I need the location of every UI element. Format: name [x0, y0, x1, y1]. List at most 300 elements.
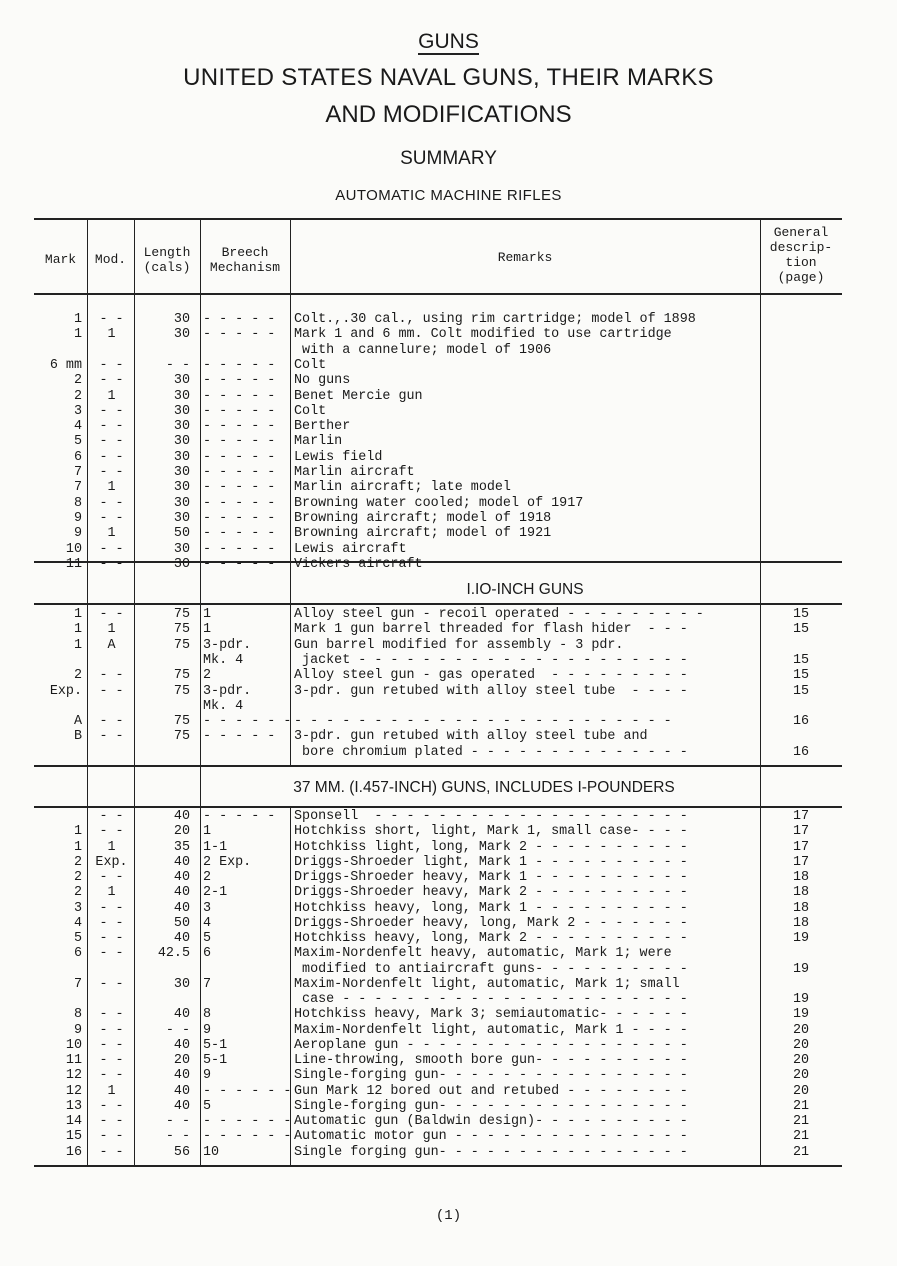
cell-page: 17: [792, 854, 810, 870]
table-row: [34, 977, 842, 992]
cell-remarks: Aeroplane gun - - - - - - - - - - - - - - - - - -: [294, 1037, 688, 1053]
cell-len: 75: [173, 683, 190, 699]
table-row: [34, 684, 842, 699]
cell-mark: 1: [73, 637, 82, 653]
cell-page: 15: [792, 668, 810, 684]
cell-remarks: No guns: [294, 373, 351, 389]
cell-len: 75: [173, 714, 190, 730]
cell-remarks: case - - - - - - - - - - - - - - - - - - - - - -: [294, 992, 688, 1007]
cell-mark: 13: [65, 1098, 82, 1114]
cell-remarks: Marlin: [294, 434, 343, 450]
cell-mark: 4: [73, 419, 82, 435]
cell-mod: - -: [99, 1007, 124, 1023]
table-row: [34, 542, 842, 557]
cell-mod: 1: [107, 388, 116, 404]
cell-len: 30: [173, 327, 190, 343]
cell-mark: B: [73, 729, 82, 745]
cell-remarks: Alloy steel gun - gas operated - - - - - - - - -: [294, 668, 688, 684]
cell-breech: - - - - -: [203, 373, 276, 389]
cell-remarks: Marlin aircraft: [294, 465, 415, 480]
cell-page: 15: [792, 622, 810, 638]
col-header-length-line1: Length: [143, 245, 191, 260]
cell-len: 40: [173, 900, 190, 916]
cell-remarks: Maxim-Nordenfelt light, automatic, Mark 1; small: [294, 976, 680, 992]
cell-len: 75: [173, 729, 190, 745]
document-title-line1: UNITED STATES NAVAL GUNS, THEIR MARKS: [183, 64, 714, 91]
section-title-110-inch: I.IO-INCH GUNS: [466, 581, 584, 598]
table-row: [34, 607, 842, 622]
cell-remarks: Colt.,.30 cal., using rim cartridge; model of 1898: [294, 312, 696, 327]
cell-remarks: Marlin aircraft; late model: [294, 480, 511, 496]
cell-remarks: Mark 1 gun barrel threaded for flash hider - - -: [294, 622, 688, 638]
cell-len: 30: [173, 465, 190, 480]
cell-breech: - - - - -: [203, 480, 276, 496]
cell-remarks: modified to antiaircraft guns- - - - - - - - - -: [294, 961, 688, 977]
cell-mod: - -: [99, 419, 124, 435]
table-row: [34, 870, 842, 885]
col-header-mod: Mod.: [94, 252, 127, 267]
cell-breech: 2-1: [203, 885, 228, 901]
cell-remarks: Hotchkiss heavy, long, Mark 1 - - - - - - - - - -: [294, 900, 688, 916]
cell-len: 40: [173, 931, 190, 946]
cell-mod: - -: [99, 1129, 124, 1145]
cell-breech: - - - - -: [203, 327, 276, 343]
cell-len: 30: [173, 495, 190, 511]
cell-mod: - -: [99, 976, 124, 992]
cell-page: 18: [792, 900, 810, 916]
cell-remarks: Hotchkiss heavy, long, Mark 2 - - - - - - - - - -: [294, 931, 688, 946]
cell-remarks: 3-pdr. gun retubed with alloy steel tube - - - -: [294, 683, 688, 699]
cell-breech: 9: [203, 1068, 212, 1084]
cell-remarks: Gun Mark 12 bored out and retubed - - - - - - - -: [294, 1083, 688, 1099]
cell-mark: 12: [65, 1068, 82, 1084]
table-row: [34, 327, 842, 342]
cell-page: 20: [792, 1083, 810, 1099]
cell-breech: 2: [203, 668, 212, 684]
cell-len: 30: [173, 312, 190, 327]
cell-remarks: Lewis aircraft: [294, 541, 407, 557]
cell-mark: 9: [73, 526, 82, 542]
cell-mark: 2: [73, 870, 82, 885]
col-header-page: [760, 225, 842, 285]
table-row: [34, 1038, 842, 1053]
cell-page: 18: [792, 915, 810, 931]
cell-breech: - - - - -: [203, 556, 276, 572]
cell-len: 50: [173, 915, 190, 931]
cell-page: 17: [792, 824, 810, 840]
cell-mod: - -: [99, 434, 124, 450]
cell-len: 30: [173, 510, 190, 526]
table-row: [34, 1129, 842, 1144]
table-row: [34, 511, 842, 526]
cell-len: 75: [173, 622, 190, 638]
cell-breech: - - - - - -: [203, 1083, 292, 1099]
col-header-page-line4: (page): [777, 270, 825, 285]
cell-remarks: Single-forging gun- - - - - - - - - - - - - - - -: [294, 1068, 688, 1084]
cell-mark: 16: [65, 1144, 82, 1160]
cell-mark: 5: [73, 434, 82, 450]
cell-len: 75: [173, 637, 190, 653]
cell-breech: - - - - -: [203, 526, 276, 542]
cell-len: 40: [173, 1098, 190, 1114]
cell-remarks: with a cannelure; model of 1906: [294, 342, 552, 358]
cell-mark: 1: [73, 824, 82, 840]
cell-remarks: Automatic motor gun - - - - - - - - - - - - - - -: [294, 1129, 688, 1145]
cell-remarks: Benet Mercie gun: [294, 388, 423, 404]
cell-breech: Mk. 4: [203, 652, 244, 668]
cell-breech: 9: [203, 1022, 212, 1038]
cell-mod: - -: [99, 541, 124, 557]
cell-breech: - - - - -: [203, 312, 276, 327]
cell-breech: 4: [203, 915, 212, 931]
cell-remarks: Hotchkiss light, long, Mark 2 - - - - - - - - - -: [294, 839, 688, 855]
table-row: [34, 1007, 842, 1022]
cell-len: 20: [173, 1053, 190, 1068]
cell-breech: - - - - -: [203, 809, 276, 824]
cell-len: 30: [173, 541, 190, 557]
table-row: [34, 714, 842, 729]
cell-mark: 5: [73, 931, 82, 946]
cell-page: 19: [792, 961, 810, 977]
cell-remarks: Single-forging gun- - - - - - - - - - - - - - - -: [294, 1098, 688, 1114]
cell-mark: 2: [73, 668, 82, 684]
table-row: [34, 946, 842, 961]
cell-page: 16: [792, 744, 810, 760]
cell-mod: - -: [99, 465, 124, 480]
col-header-breech-line2: Mechanism: [209, 260, 281, 275]
cell-remarks: Alloy steel gun - recoil operated - - - - - - - - -: [294, 607, 704, 622]
col-header-page-line2: descrip-: [769, 240, 833, 255]
cell-mod: - -: [99, 809, 124, 824]
cell-mark: 7: [73, 465, 82, 480]
cell-breech: - - - - - -: [203, 1129, 292, 1145]
cell-breech: 5: [203, 931, 212, 946]
table-bottom-rule: [34, 1165, 842, 1167]
cell-mark: 6 mm: [49, 357, 82, 373]
table-row: [34, 1068, 842, 1083]
table-row: [34, 1053, 842, 1068]
cell-mod: - -: [99, 312, 124, 327]
table-row: [34, 809, 842, 824]
table-row: [34, 745, 842, 760]
cell-breech: 5-1: [203, 1037, 228, 1053]
cell-breech: Mk. 4: [203, 698, 244, 714]
cell-mod: - -: [99, 668, 124, 684]
summary-heading: SUMMARY: [400, 148, 497, 169]
cell-mod: - -: [99, 915, 124, 931]
table-row: [34, 526, 842, 541]
cell-mark: 2: [73, 388, 82, 404]
cell-mod: - -: [99, 946, 124, 962]
cell-remarks: Colt: [294, 403, 327, 419]
cell-mod: - -: [99, 495, 124, 511]
cell-breech: 8: [203, 1007, 212, 1023]
cell-mod: 1: [107, 885, 116, 901]
cell-mod: - -: [99, 1068, 124, 1084]
cell-len: 40: [173, 1068, 190, 1084]
cell-remarks: Mark 1 and 6 mm. Colt modified to use cartridge: [294, 327, 672, 343]
cell-breech: 5: [203, 1098, 212, 1114]
col-header-breech-line1: Breech: [221, 245, 269, 260]
cell-page: 20: [792, 1022, 810, 1038]
cell-remarks: Driggs-Shroeder heavy, Mark 1 - - - - - - - - - -: [294, 870, 688, 885]
cell-remarks: - - - - - - - - - - - - - - - - - - - - - - - -: [294, 714, 672, 730]
table-row: [34, 622, 842, 637]
cell-page: 21: [792, 1144, 810, 1160]
cell-remarks: Maxim-Nordenfelt light, automatic, Mark 1 - - - -: [294, 1022, 688, 1038]
cell-remarks: bore chromium plated - - - - - - - - - - - - - -: [294, 744, 688, 760]
table-row: [34, 1114, 842, 1129]
cell-page: 18: [792, 870, 810, 885]
cell-mod: Exp.: [95, 854, 128, 870]
cell-mod: - -: [99, 1037, 124, 1053]
cell-mark: 2: [73, 373, 82, 389]
cell-len: 30: [173, 434, 190, 450]
cell-page: 15: [792, 607, 810, 622]
cell-mark: 7: [73, 976, 82, 992]
cell-mod: - -: [99, 683, 124, 699]
table-top-rule: [34, 218, 842, 220]
cell-mark: 8: [73, 495, 82, 511]
cell-breech: 3: [203, 900, 212, 916]
header-bottom-rule: [34, 293, 842, 295]
cell-mod: - -: [99, 931, 124, 946]
cell-breech: - - - - - -: [203, 714, 292, 730]
col-header-length: [134, 245, 200, 275]
cell-remarks: Single forging gun- - - - - - - - - - - - - - - -: [294, 1144, 688, 1160]
cell-mark: 11: [65, 1053, 82, 1068]
section-subtitle: AUTOMATIC MACHINE RIFLES: [335, 187, 562, 204]
table-row: [34, 434, 842, 449]
cell-mod: - -: [99, 1098, 124, 1114]
cell-remarks: jacket - - - - - - - - - - - - - - - - - - - - -: [294, 652, 688, 668]
cell-breech: - - - - -: [203, 449, 276, 465]
cell-remarks: Gun barrel modified for assembly - 3 pdr.: [294, 637, 624, 653]
page-number: (1): [435, 1208, 462, 1224]
cell-mod: 1: [107, 839, 116, 855]
cell-len: 75: [173, 668, 190, 684]
col-header-length-line2: (cals): [143, 260, 191, 275]
cell-mod: - -: [99, 1114, 124, 1129]
cell-mark: 1: [73, 839, 82, 855]
section-title-37mm: 37 MM. (I.457-INCH) GUNS, INCLUDES I-POUNDERS: [293, 779, 675, 796]
cell-mod: - -: [99, 510, 124, 526]
cell-breech: - - - - -: [203, 541, 276, 557]
cell-remarks: Hotchkiss heavy, Mark 3; semiautomatic- - - - - -: [294, 1007, 688, 1023]
cell-mark: 3: [73, 403, 82, 419]
cell-len: 40: [173, 854, 190, 870]
cell-breech: 3-pdr.: [203, 683, 252, 699]
cell-len: - -: [165, 1022, 190, 1038]
cell-remarks: Driggs-Shroeder heavy, Mark 2 - - - - - - - - - -: [294, 885, 688, 901]
cell-breech: - - - - -: [203, 419, 276, 435]
cell-len: 30: [173, 373, 190, 389]
cell-breech: 3-pdr.: [203, 637, 252, 653]
cell-remarks: Berther: [294, 419, 351, 435]
cell-mark: 7: [73, 480, 82, 496]
cell-remarks: Driggs-Shroeder heavy, long, Mark 2 - - - - - - -: [294, 915, 688, 931]
cell-mark: 1: [73, 312, 82, 327]
cell-len: - -: [165, 357, 190, 373]
table-row: [34, 824, 842, 839]
cell-remarks: Browning water cooled; model of 1917: [294, 495, 584, 511]
table-row: [34, 638, 842, 653]
cell-len: 40: [173, 1083, 190, 1099]
cell-page: 18: [792, 885, 810, 901]
table-row: [34, 653, 842, 668]
cell-breech: - - - - -: [203, 357, 276, 373]
cell-page: 19: [792, 931, 810, 946]
cell-breech: 10: [203, 1144, 220, 1160]
table-row: [34, 1023, 842, 1038]
table-row: [34, 901, 842, 916]
cell-remarks: Sponsell - - - - - - - - - - - - - - - - - - - -: [294, 809, 688, 824]
cell-mark: 1: [73, 327, 82, 343]
cell-breech: 1: [203, 622, 212, 638]
table-row: [34, 465, 842, 480]
cell-len: 75: [173, 607, 190, 622]
cell-remarks: Vickers aircraft: [294, 556, 423, 572]
cell-remarks: Driggs-Shroeder light, Mark 1 - - - - - - - - - -: [294, 854, 688, 870]
table-row: [34, 419, 842, 434]
cell-breech: 1: [203, 824, 212, 840]
cell-len: 20: [173, 824, 190, 840]
cell-breech: - - - - -: [203, 465, 276, 480]
cell-page: 19: [792, 992, 810, 1007]
table-row: [34, 840, 842, 855]
cell-len: 30: [173, 388, 190, 404]
summary-table: [34, 218, 842, 1168]
cell-mark: 2: [73, 854, 82, 870]
table-row: [34, 699, 842, 714]
cell-len: 35: [173, 839, 190, 855]
cell-mod: 1: [107, 1083, 116, 1099]
cell-mod: 1: [107, 327, 116, 343]
table-row: [34, 358, 842, 373]
table-row: [34, 885, 842, 900]
cell-breech: - - - - -: [203, 434, 276, 450]
cell-breech: 6: [203, 946, 212, 962]
cell-breech: 1: [203, 607, 212, 622]
table-row: [34, 729, 842, 744]
cell-mod: - -: [99, 1144, 124, 1160]
cell-mark: 8: [73, 1007, 82, 1023]
cell-remarks: Browning aircraft; model of 1918: [294, 510, 552, 526]
cell-breech: 7: [203, 976, 212, 992]
cell-mod: - -: [99, 714, 124, 730]
cell-mark: 15: [65, 1129, 82, 1145]
col-header-breech: [200, 245, 290, 275]
col-header-page-line3: tion: [785, 255, 817, 270]
cell-len: 30: [173, 556, 190, 572]
col-header-page-line1: General: [773, 225, 829, 240]
cell-page: 17: [792, 809, 810, 824]
cell-mark: 9: [73, 510, 82, 526]
cell-len: 30: [173, 449, 190, 465]
table-row: [34, 557, 842, 572]
cell-breech: - - - - -: [203, 495, 276, 511]
cell-breech: 5-1: [203, 1053, 228, 1068]
cell-mod: - -: [99, 1053, 124, 1068]
col-header-remarks: Remarks: [497, 250, 553, 265]
table-row: [34, 668, 842, 683]
table-row: [34, 450, 842, 465]
cell-mark: 1: [73, 622, 82, 638]
cell-len: 40: [173, 1007, 190, 1023]
table-row: [34, 916, 842, 931]
cell-mod: - -: [99, 900, 124, 916]
table-row: [34, 480, 842, 495]
cell-breech: 2 Exp.: [203, 854, 252, 870]
table-row: [34, 312, 842, 327]
cell-mark: 4: [73, 915, 82, 931]
cell-page: 21: [792, 1114, 810, 1129]
cell-page: 20: [792, 1068, 810, 1084]
table-row: [34, 496, 842, 511]
cell-mod: - -: [99, 1022, 124, 1038]
cell-mod: - -: [99, 729, 124, 745]
cell-page: 15: [792, 683, 810, 699]
cell-len: 30: [173, 480, 190, 496]
cell-page: 21: [792, 1129, 810, 1145]
cell-len: - -: [165, 1114, 190, 1129]
cell-mod: A: [107, 637, 116, 653]
cell-len: 40: [173, 885, 190, 901]
section-rule: [34, 603, 842, 605]
table-row: [34, 1099, 842, 1114]
cell-mark: 3: [73, 900, 82, 916]
document-heading: [0, 30, 897, 54]
cell-len: - -: [165, 1129, 190, 1145]
cell-mark: 12: [65, 1083, 82, 1099]
cell-mod: - -: [99, 870, 124, 885]
cell-mod: - -: [99, 607, 124, 622]
cell-mark: Exp.: [49, 683, 82, 699]
cell-remarks: Automatic gun (Baldwin design)- - - - - - - - - -: [294, 1114, 688, 1129]
cell-mod: - -: [99, 449, 124, 465]
cell-mark: 9: [73, 1022, 82, 1038]
col-header-mark: Mark: [44, 252, 77, 267]
cell-mod: - -: [99, 824, 124, 840]
cell-len: 30: [173, 976, 190, 992]
cell-remarks: Browning aircraft; model of 1921: [294, 526, 552, 542]
cell-mod: 1: [107, 480, 116, 496]
cell-breech: - - - - -: [203, 510, 276, 526]
table-row: [34, 962, 842, 977]
cell-remarks: Colt: [294, 357, 327, 373]
cell-breech: 1-1: [203, 839, 228, 855]
cell-breech: - - - - -: [203, 729, 276, 745]
cell-mark: 11: [65, 556, 82, 572]
cell-page: 20: [792, 1037, 810, 1053]
cell-remarks: Line-throwing, smooth bore gun- - - - - - - - - -: [294, 1053, 688, 1068]
cell-remarks: Lewis field: [294, 449, 383, 465]
cell-remarks: 3-pdr. gun retubed with alloy steel tube and: [294, 729, 648, 745]
cell-mod: - -: [99, 556, 124, 572]
cell-mod: - -: [99, 357, 124, 373]
section-rule: [34, 806, 842, 808]
cell-page: 20: [792, 1053, 810, 1068]
cell-mod: 1: [107, 622, 116, 638]
cell-mod: 1: [107, 526, 116, 542]
cell-page: 17: [792, 839, 810, 855]
cell-mark: A: [73, 714, 82, 730]
cell-page: 16: [792, 714, 810, 730]
cell-breech: - - - - -: [203, 388, 276, 404]
table-row: [34, 931, 842, 946]
table-row: [34, 404, 842, 419]
cell-breech: 2: [203, 870, 212, 885]
